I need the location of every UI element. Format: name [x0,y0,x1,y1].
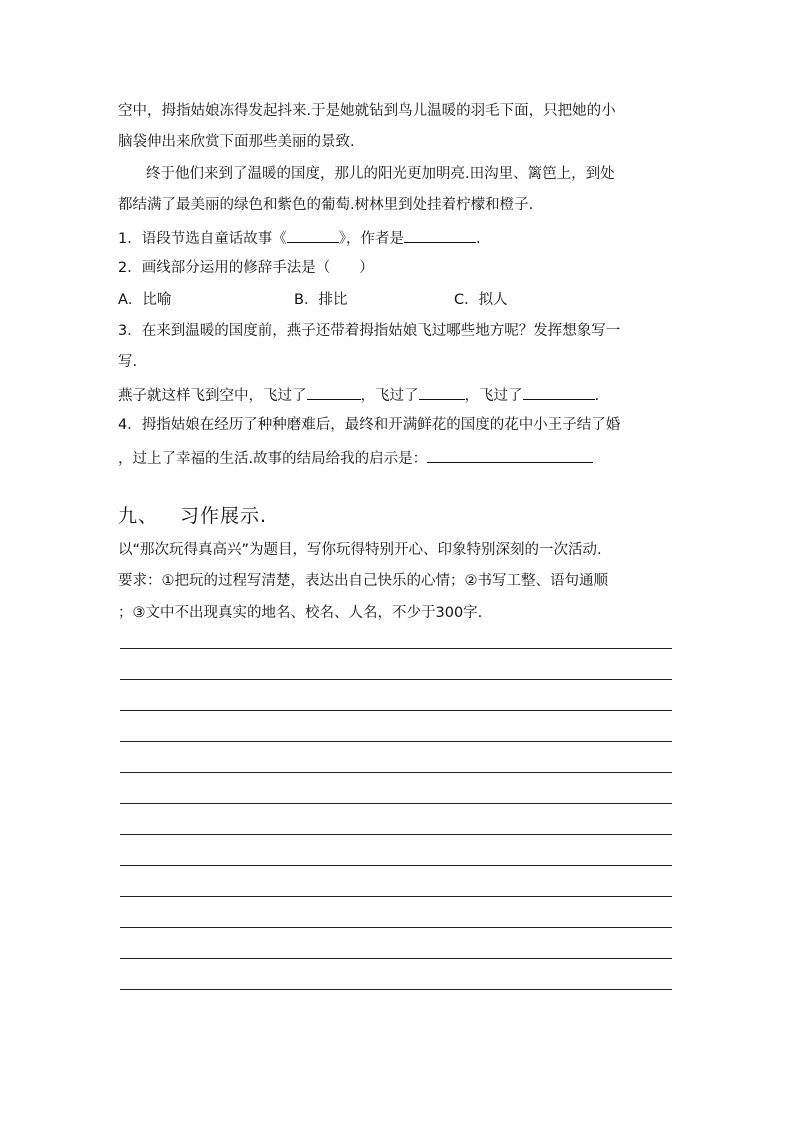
writing-line[interactable] [120,897,672,928]
writing-line[interactable] [120,959,672,990]
question-1-end: . [475,231,481,247]
question-1-prefix: 1．语段节选自童话故事《 [118,231,287,247]
question-3-line-2: 写. [118,354,138,370]
option-c[interactable]: C．拟人 [454,292,508,308]
option-b[interactable]: B．排比 [294,292,348,308]
place-blank-3[interactable] [523,384,595,400]
question-3-fill-mid-2: ，飞过了 [464,388,523,404]
writing-line[interactable] [120,711,672,742]
place-blank-1[interactable] [307,384,361,400]
question-3-fill-end: . [594,388,600,404]
writing-line[interactable] [120,804,672,835]
passage-line-1: 空中，拇指姑娘冻得发起抖来.于是她就钻到鸟儿温暖的羽毛下面，只把她的小 [118,103,616,119]
section-9-number: 九、 [118,505,159,527]
writing-area[interactable] [120,648,672,990]
question-2: 2．画线部分运用的修辞手法是（ ） [118,260,374,276]
writing-line[interactable] [120,928,672,959]
question-3-fill [118,384,678,406]
question-4-line-2 [118,447,678,469]
writing-line[interactable] [120,742,672,773]
question-1 [118,227,678,249]
writing-line[interactable] [120,866,672,897]
section-9-heading [118,504,267,528]
question-3-fill-prefix: 燕子就这样飞到空中，飞过了 [118,388,307,404]
question-4-line-2-text: ，过上了幸福的生活.故事的结局给我的启示是： [118,451,428,467]
inspiration-blank[interactable] [427,447,593,463]
passage-line-3: 终于他们来到了温暖的国度，那儿的阳光更加明亮.田沟里、篱笆上，到处 [146,166,615,182]
section-9-title: 习作展示. [180,505,268,527]
question-2-options [118,290,678,310]
writing-task-line-2: 要求：①把玩的过程写清楚，表达出自己快乐的心情；②书写工整、语句通顺 [118,573,608,589]
option-a[interactable]: A．比喻 [118,292,172,308]
question-1-mid: 》，作者是 [338,231,404,247]
writing-line[interactable] [120,835,672,866]
writing-line[interactable] [120,680,672,711]
passage-line-2: 脑袋伸出来欣赏下面那些美丽的景致. [118,134,355,150]
writing-line[interactable] [120,649,672,680]
writing-task-line-1: 以“那次玩得真高兴”为题目，写你玩得特别开心、印象特别深刻的一次活动. [118,542,602,558]
passage-line-4: 都结满了最美丽的绿色和紫色的葡萄.树林里到处挂着柠檬和橙子. [118,197,534,213]
question-3-line-1: 3．在来到温暖的国度前，燕子还带着拇指姑娘飞过哪些地方呢？发挥想象写一 [118,323,621,339]
place-blank-2[interactable] [419,384,465,400]
writing-line[interactable] [120,773,672,804]
writing-task-line-3: ；③文中不出现真实的地名、校名、人名，不少于300字. [118,605,483,621]
story-title-blank[interactable] [287,227,339,243]
author-blank[interactable] [404,227,476,243]
question-4-line-1: 4．拇指姑娘在经历了种种磨难后，最终和开满鲜花的国度的花中小王子结了婚 [118,417,621,433]
question-3-fill-mid-1: ，飞过了 [360,388,419,404]
